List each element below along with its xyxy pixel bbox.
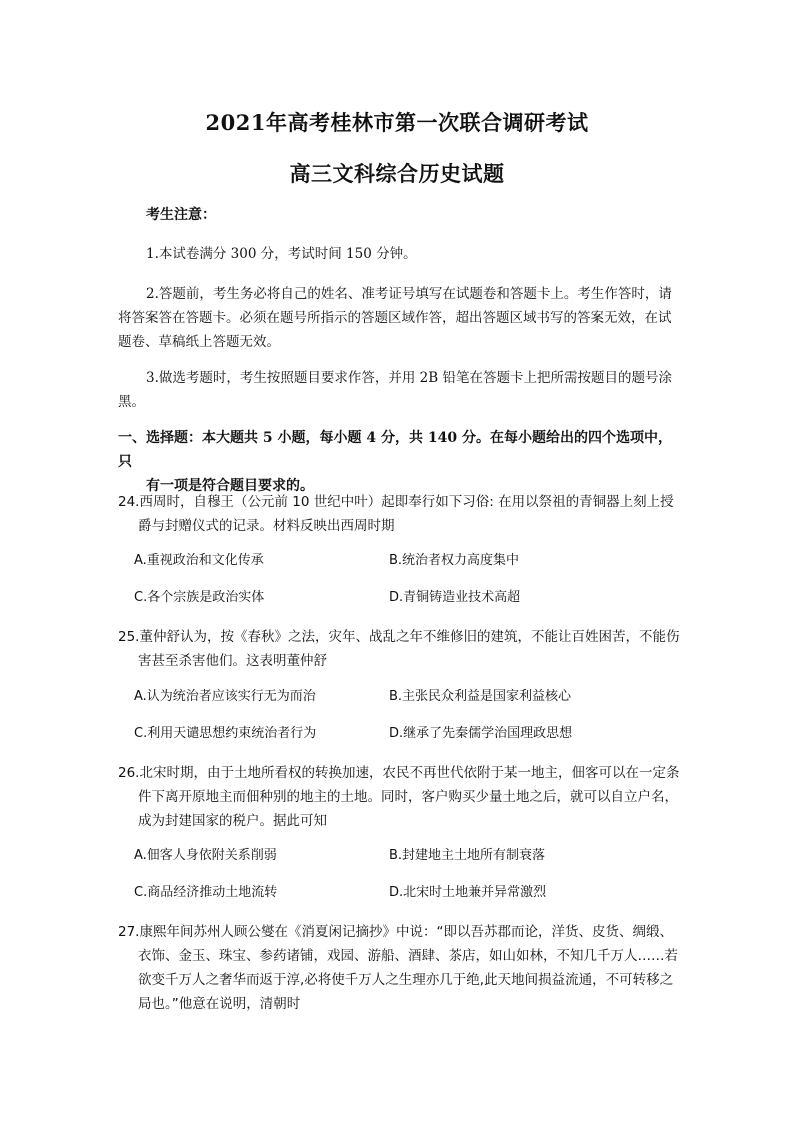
question-26-option-c: C.商品经济推动土地流转 [134,885,278,900]
question-27-stem: 27.康熙年间苏州人顾公燮在《消夏闲记摘抄》中说：“即以吾苏郡而论，洋货、皮货、绸缎、衣饰、金玉、珠宝、参药诸铺，戏园、游船、酒肆、茶店，如山如林，不知几千万人……若欲变千万人之奢华而返于淳,必将使千万人之生理亦几于绝,此天地间损益流通，不可转移之局也。”他意在说明，清朝时 [118,924,678,1012]
question-24-option-a: A.重视政治和文化传承 [134,553,264,568]
question-26-option-a: A.佃客人身依附关系削弱 [134,848,277,863]
question-24-option-c: C.各个宗族是政治实体 [134,590,265,605]
question-25-option-c: C.利用天谴思想约束统治者行为 [134,726,317,741]
question-24-option-b: B.统治者权力高度集中 [389,553,520,568]
question-25-option-a: A.认为统治者应该实行无为而治 [134,689,316,704]
exam-subtitle: 高三文科综合历史试题 [289,161,505,186]
exam-title: 2021年高考桂林市第一次联合调研考试 [205,110,589,135]
question-27 [118,920,684,1016]
question-24-option-d: D.青铜铸造业技术高超 [389,590,521,605]
notice-item-1: 1.本试卷满分 300 分，考试时间 150 分钟。 [146,246,417,262]
notice-item-2: 2.答题前，考生务必将自己的姓名、准考证号填写在试题卷和答题卡上。考生作答时，请将答案答在答题卡。必须在题号所指示的答题区域作答，超出答题区域书写的答案无效，在试题卷、草稿纸上答题无效。 [118,286,672,350]
notice-heading: 考生注意： [146,207,216,223]
question-26-stem: 26.北宋时期，由于土地所看权的转换加速，农民不再世代依附于某一地主，佃客可以在一定条件下离开原地主而佃种别的地主的土地。同时，客户购买少量土地之后，就可以自立户名，成为封建国家的税户。据此可知 [118,765,680,829]
question-26-option-d: D.北宋时土地兼并异常激烈 [389,885,547,900]
section-heading-line-2: 有一项是符合题目要求的。 [146,478,314,494]
section-heading-line-1: 一、选择题：本大题共 5 小题，每小题 4 分，共 140 分。在每小题给出的四个选项中，只 [118,430,672,470]
section-heading [118,426,683,498]
question-24-stem: 24.西周时，自穆王（公元前 10 世纪中叶）起即奉行如下习俗: 在用以祭祖的青铜器上刻上授爵与封赠仪式的记录。材料反映出西周时期 [118,494,674,534]
question-26 [118,761,684,833]
question-25-option-d: D.继承了先秦儒学治国理政思想 [389,726,573,741]
question-25 [118,625,684,673]
question-25-option-b: B.主张民众利益是国家利益核心 [389,689,572,704]
question-26-option-b: B.封建地主土地所有制衰落 [389,848,546,863]
question-25-stem: 25.董仲舒认为，按《春秋》之法，灾年、战乱之年不维修旧的建筑，不能让百姓困苦，不能伤害甚至杀害他们。这表明董仲舒 [118,629,680,669]
notice-item-3: 3.做选考题时，考生按照题目要求作答，并用 2B 铅笔在答题卡上把所需按题目的题号涂黑。 [118,370,672,410]
question-24 [118,490,684,538]
